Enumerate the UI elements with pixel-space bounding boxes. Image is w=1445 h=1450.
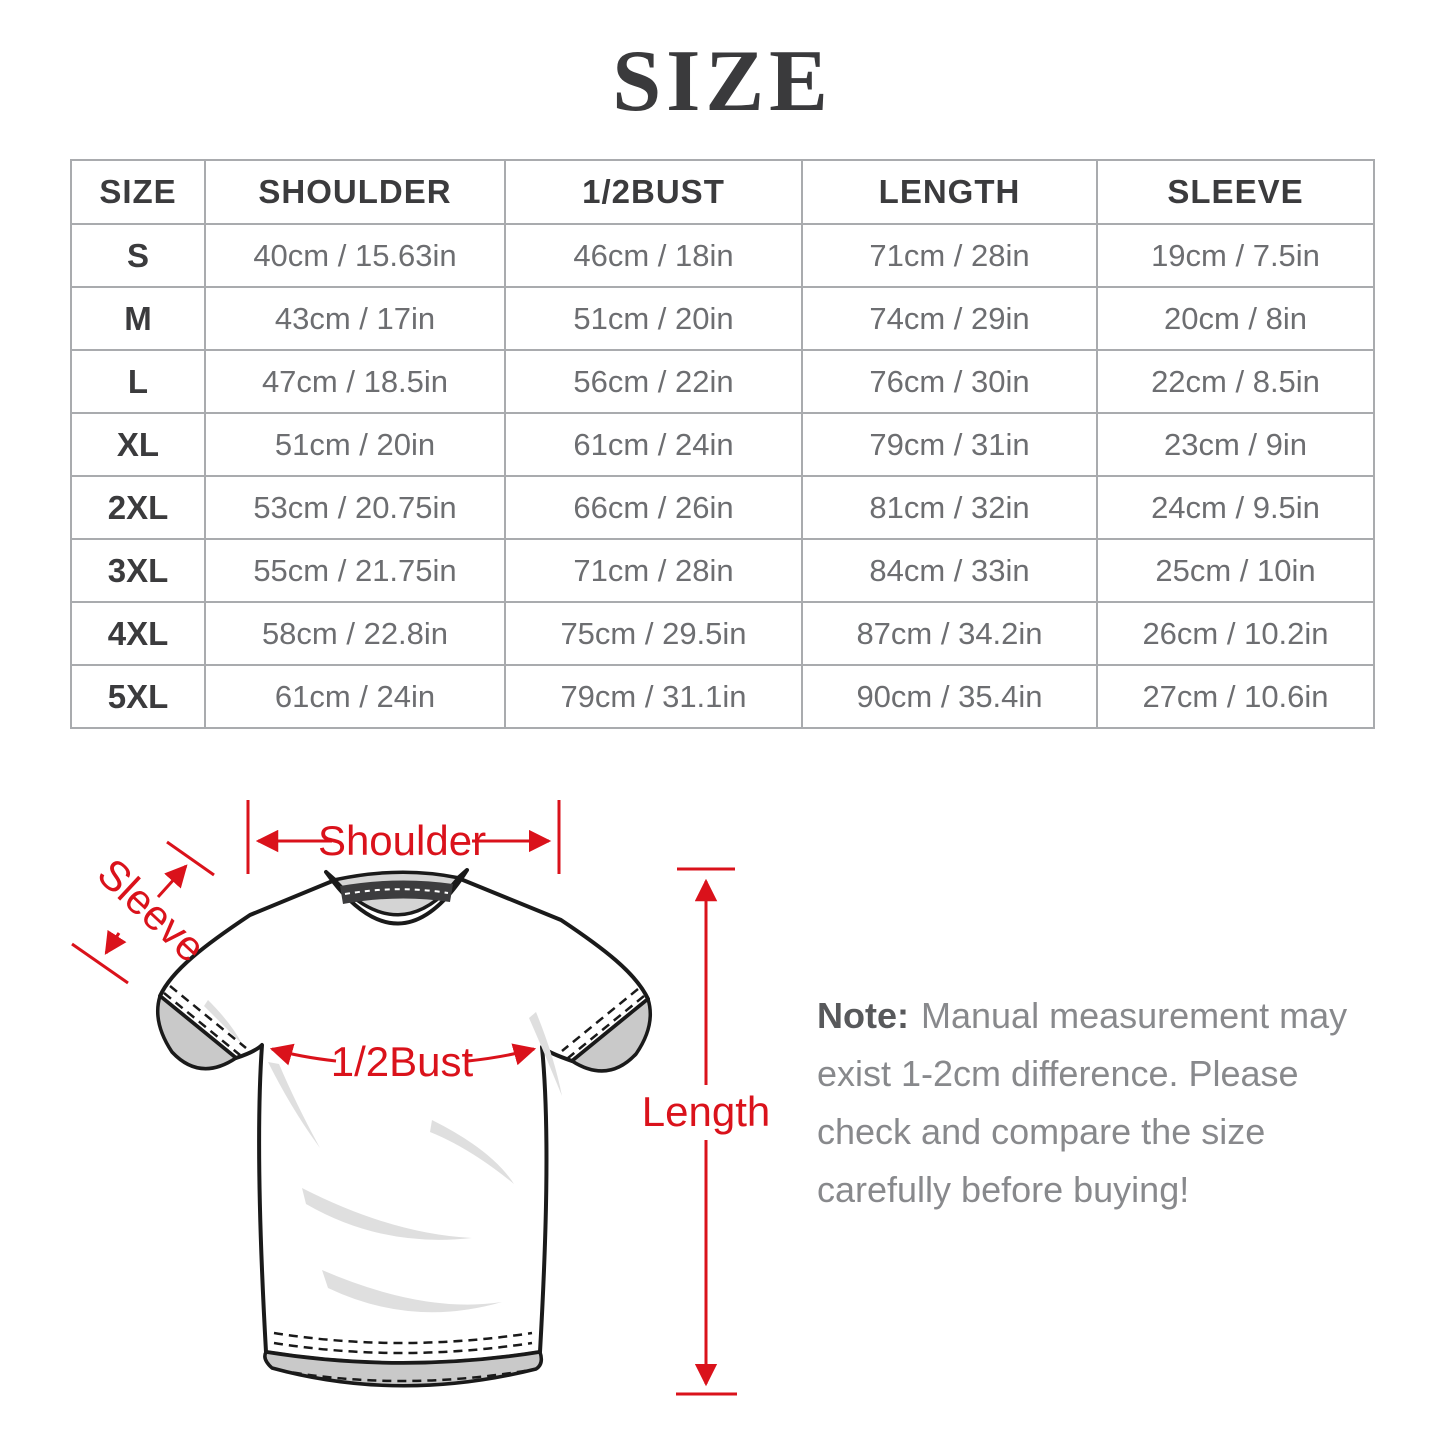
halfbust-cell: 66cm / 26in <box>505 476 802 539</box>
size-cell: 3XL <box>71 539 205 602</box>
size-cell: 2XL <box>71 476 205 539</box>
sleeve-cell: 24cm / 9.5in <box>1097 476 1374 539</box>
length-cell: 79cm / 31in <box>802 413 1097 476</box>
column-header-shoulder: SHOULDER <box>205 160 505 224</box>
table-row <box>71 413 1374 476</box>
column-header-sleeve: SLEEVE <box>1097 160 1374 224</box>
table-row <box>71 287 1374 350</box>
table-row <box>71 224 1374 287</box>
tshirt-measurement-diagram <box>0 760 820 1450</box>
table-row <box>71 539 1374 602</box>
size-cell: L <box>71 350 205 413</box>
table-row <box>71 602 1374 665</box>
table-row <box>71 665 1374 728</box>
length-cell: 71cm / 28in <box>802 224 1097 287</box>
length-cell: 76cm / 30in <box>802 350 1097 413</box>
length-cell: 74cm / 29in <box>802 287 1097 350</box>
halfbust-cell: 51cm / 20in <box>505 287 802 350</box>
length-cell: 81cm / 32in <box>802 476 1097 539</box>
sleeve-cell: 26cm / 10.2in <box>1097 602 1374 665</box>
size-cell: S <box>71 224 205 287</box>
halfbust-cell: 56cm / 22in <box>505 350 802 413</box>
page-title: SIZE <box>612 33 833 130</box>
length-label: Length <box>641 1088 771 1135</box>
shoulder-measure-arrow <box>248 800 559 874</box>
length-cell: 87cm / 34.2in <box>802 602 1097 665</box>
sleeve-label: Sleeve <box>88 849 215 972</box>
shoulder-cell: 51cm / 20in <box>205 413 505 476</box>
shoulder-label: Shoulder <box>317 817 487 864</box>
note-line <box>817 987 1357 1045</box>
note-line: exist 1-2cm difference. Please <box>817 1053 1299 1094</box>
shoulder-cell: 61cm / 24in <box>205 665 505 728</box>
shoulder-cell: 40cm / 15.63in <box>205 224 505 287</box>
shoulder-cell: 47cm / 18.5in <box>205 350 505 413</box>
table-row <box>71 350 1374 413</box>
table-row <box>71 476 1374 539</box>
length-measure-arrow <box>642 869 770 1394</box>
sleeve-cell: 22cm / 8.5in <box>1097 350 1374 413</box>
note-line: check and compare the size <box>817 1111 1266 1152</box>
halfbust-cell: 46cm / 18in <box>505 224 802 287</box>
size-cell: 4XL <box>71 602 205 665</box>
halfbust-cell: 79cm / 31.1in <box>505 665 802 728</box>
table-header-row <box>71 160 1374 224</box>
shoulder-cell: 43cm / 17in <box>205 287 505 350</box>
sleeve-cell: 23cm / 9in <box>1097 413 1374 476</box>
halfbust-cell: 71cm / 28in <box>505 539 802 602</box>
sleeve-cell: 25cm / 10in <box>1097 539 1374 602</box>
shoulder-cell: 55cm / 21.75in <box>205 539 505 602</box>
shoulder-cell: 53cm / 20.75in <box>205 476 505 539</box>
sleeve-cell: 20cm / 8in <box>1097 287 1374 350</box>
halfbust-cell: 75cm / 29.5in <box>505 602 802 665</box>
halfbust-cell: 61cm / 24in <box>505 413 802 476</box>
size-cell: M <box>71 287 205 350</box>
note-label: Note: <box>817 995 909 1036</box>
tshirt-illustration <box>158 870 651 1386</box>
column-header-halfbust: 1/2BUST <box>505 160 802 224</box>
note-text <box>817 987 1357 1219</box>
note-line: carefully before buying! <box>817 1169 1190 1210</box>
shoulder-cell: 58cm / 22.8in <box>205 602 505 665</box>
length-cell: 84cm / 33in <box>802 539 1097 602</box>
size-cell: XL <box>71 413 205 476</box>
size-cell: 5XL <box>71 665 205 728</box>
sleeve-cell: 19cm / 7.5in <box>1097 224 1374 287</box>
length-cell: 90cm / 35.4in <box>802 665 1097 728</box>
column-header-length: LENGTH <box>802 160 1097 224</box>
sleeve-cell: 27cm / 10.6in <box>1097 665 1374 728</box>
note-line-text: Manual measurement may <box>921 995 1348 1036</box>
column-header-size: SIZE <box>71 160 205 224</box>
half-bust-label: 1/2Bust <box>330 1038 474 1085</box>
size-chart-table <box>70 159 1375 729</box>
